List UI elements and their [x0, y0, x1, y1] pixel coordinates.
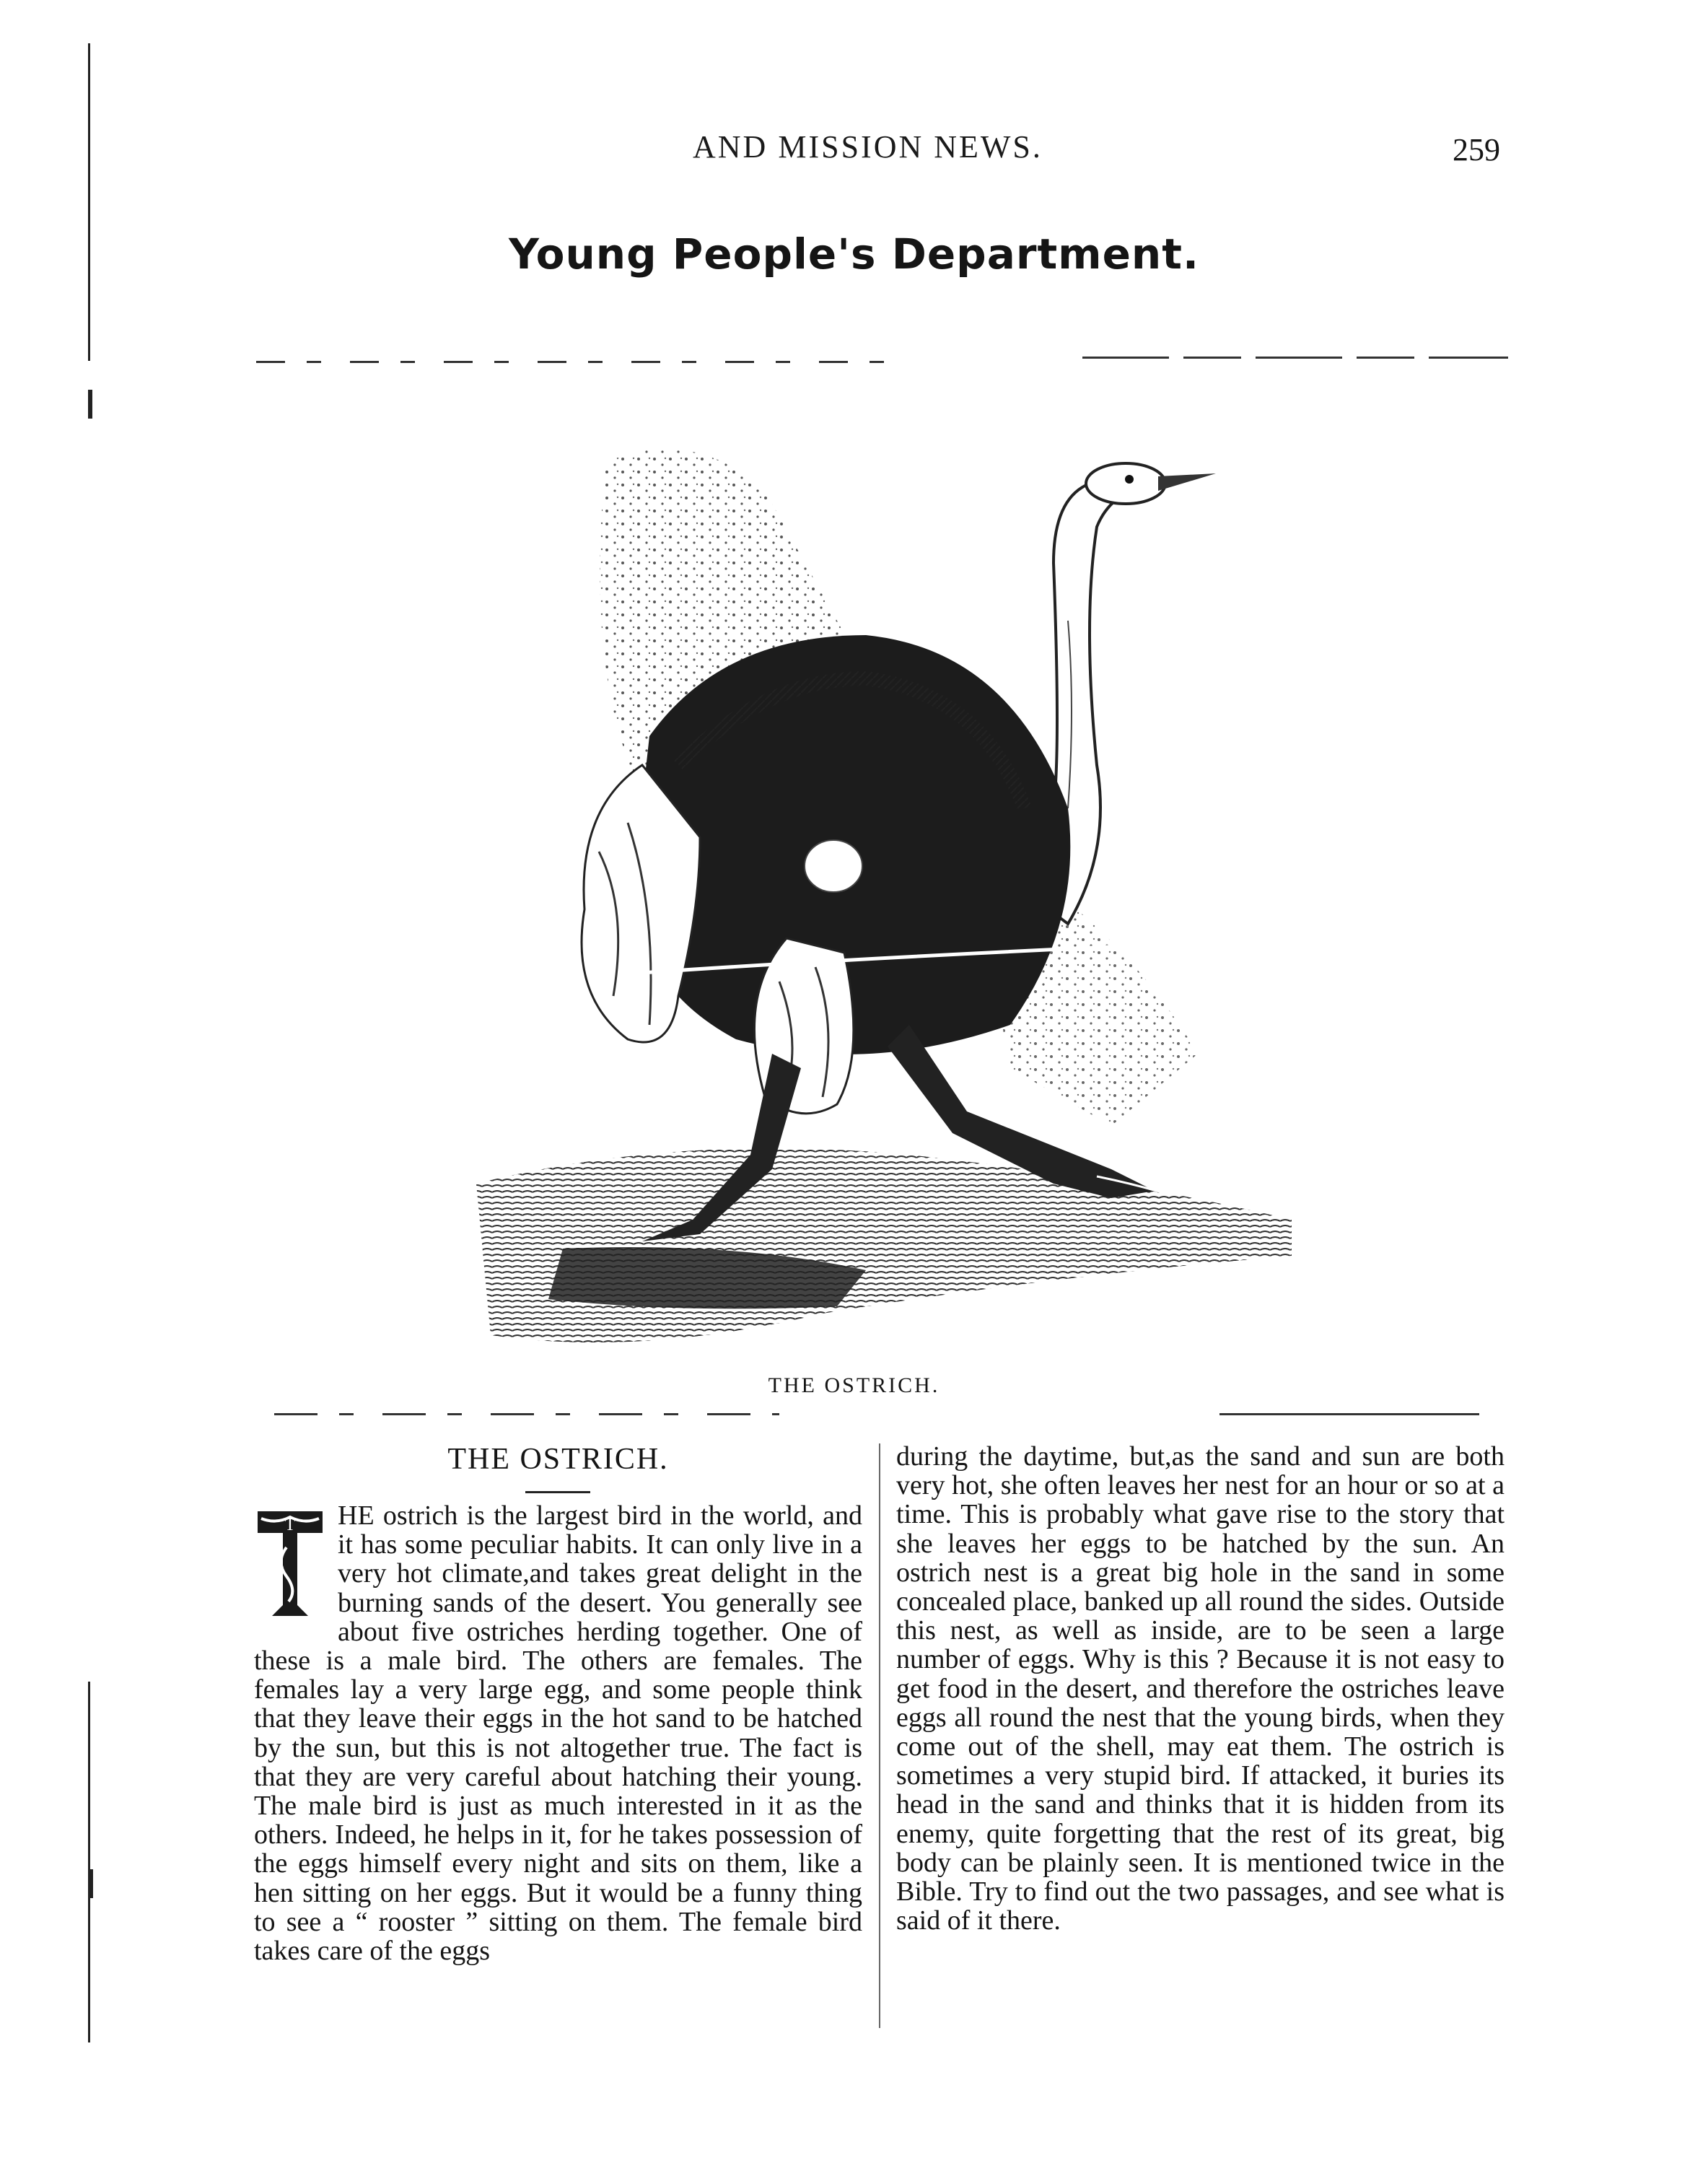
drop-cap-ornament: [254, 1504, 326, 1620]
running-head: AND MISSION NEWS.: [693, 129, 1043, 165]
article-title: THE OSTRICH.: [447, 1443, 669, 1476]
article-column-left: [254, 1501, 862, 1965]
ostrich-engraving-image: [462, 404, 1299, 1371]
page-number: 259: [1453, 132, 1500, 167]
column-divider: [879, 1443, 880, 2028]
drop-cap-letter: T: [284, 1516, 296, 1534]
illustration-caption: THE OSTRICH.: [768, 1373, 940, 1397]
scan-edge-mark: [88, 1869, 93, 1898]
caption-rule-right: [1219, 1413, 1479, 1415]
scan-edge-mark: [88, 1682, 90, 2042]
ostrich-illustration: [462, 404, 1299, 1371]
article-text-left: HE ostrich is the largest bird in the world, and it has some peculiar habits. It can only live in a very hot climate,and takes great delight in the burning sands of the desert. You generally see about five ostriches herding together. One of these is a male bird. The others are females. The females lay a very large egg, and some people think that they leave their eggs in the hot sand to be hatched by the sun, but this is not altogether true. The fact is that they are very careful about hatching their young. The male bird is just as much interested in it as the others. Indeed, he helps in it, for he takes possession of the eggs himself every night and sits on them, like a hen sitting on her eggs. But it would be a funny thing to see a “ rooster ” sitting on them. The female bird takes care of the eggs: [254, 1500, 862, 1967]
scan-edge-mark: [88, 43, 90, 361]
header-rule-left: [256, 361, 906, 363]
article-column-right: [896, 1442, 1505, 1935]
article-text-right: during the daytime, but,as the sand and sun are both very hot, she often leaves her nest for an hour or so at a time. This is probably what gave rise to the story that she leaves her eggs to be hatched by the sun. An ostrich nest is a great big hole in the sand in some concealed place, banked up all round the sides. Outside this nest, as well as inside, are to be seen a large number of eggs. Why is this ? Because it is not easy to get food in the desert, and therefore the ostriches leave eggs all round the nest that the young birds, when they come out of the shell, may eat them. The ostrich is sometimes a very stupid bird. If attacked, it buries its head in the sand and thinks that it is hidden from its enemy, quite forgetting that the rest of its great, big body can be plainly seen. It is mentioned twice in the Bible. Try to find out the two passages, and see what is said of it there.: [896, 1441, 1505, 1936]
title-rule: [525, 1491, 590, 1493]
scan-edge-mark: [88, 390, 92, 419]
drop-cap-icon: [254, 1504, 326, 1620]
header-rule-right: [1082, 357, 1508, 359]
department-title: Young People's Department.: [508, 230, 1199, 279]
caption-rule-left: [274, 1413, 779, 1415]
